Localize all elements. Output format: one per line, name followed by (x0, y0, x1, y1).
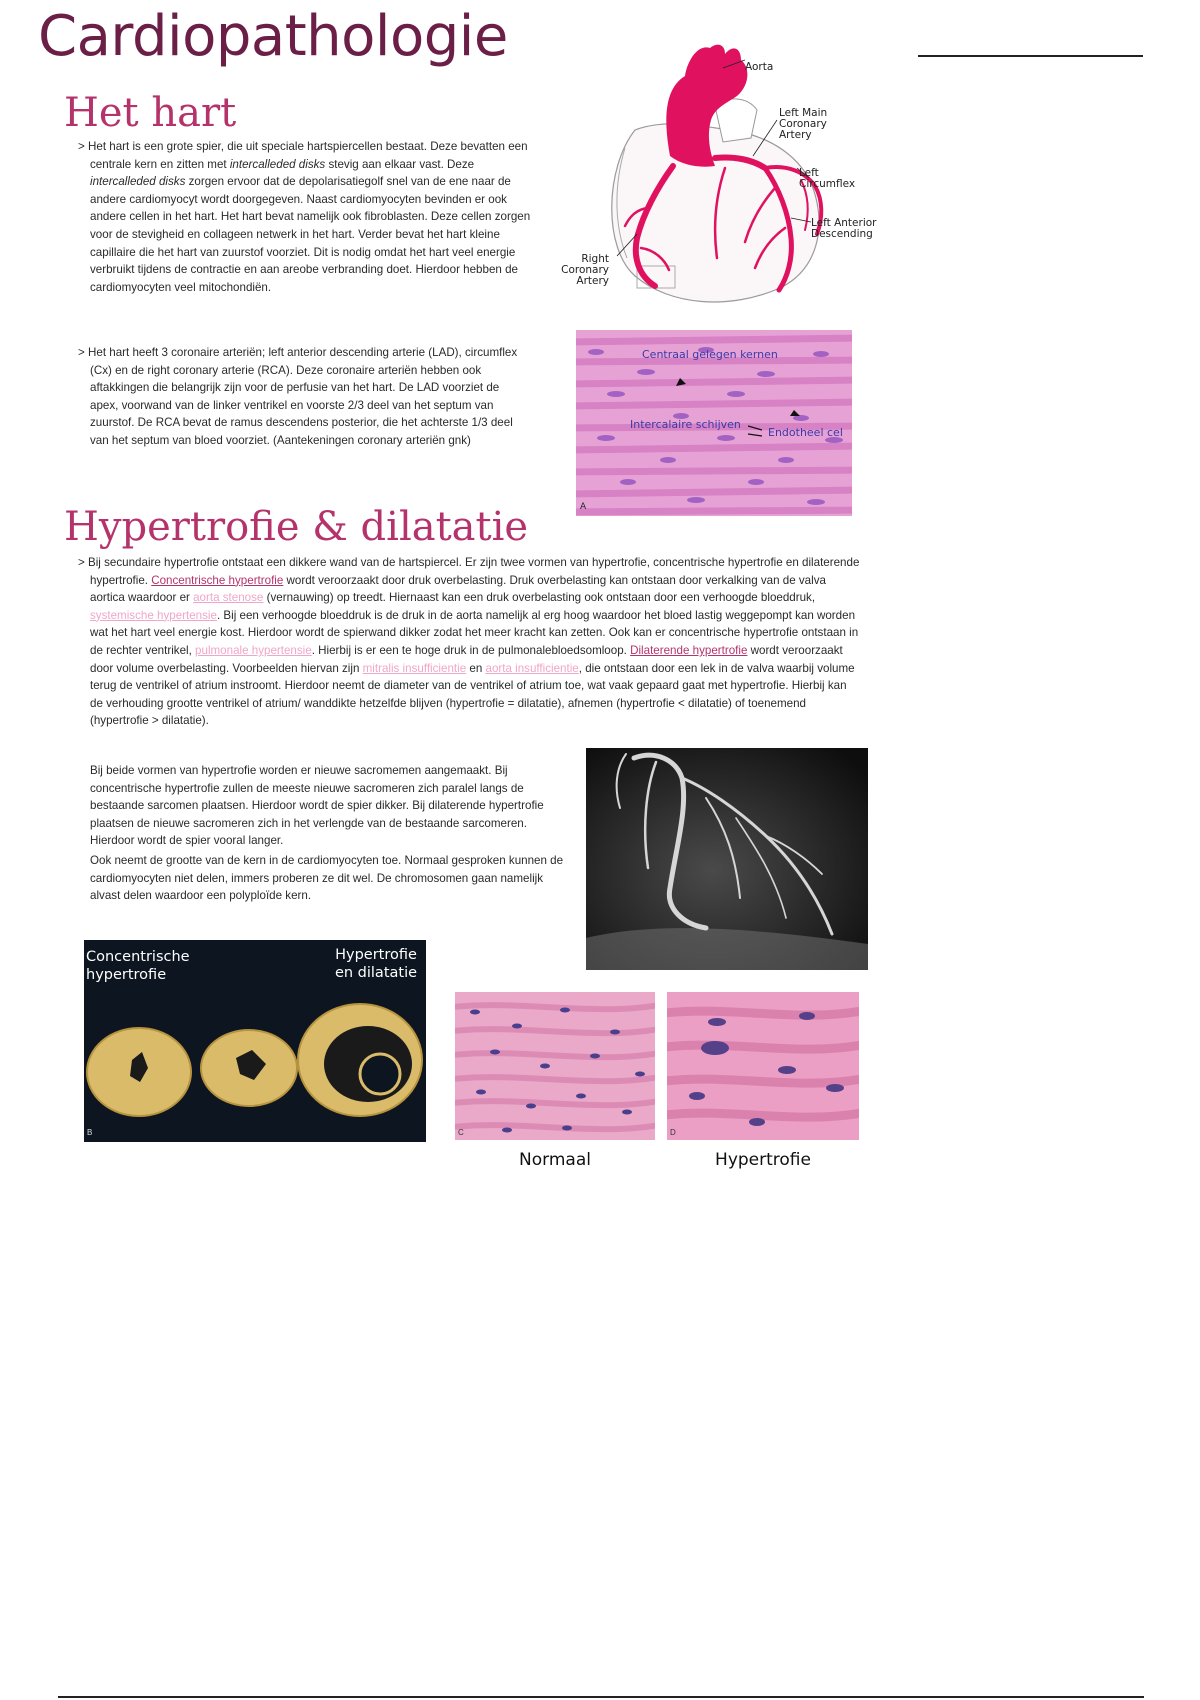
coronary-angiogram-image (586, 748, 868, 970)
cross-section-graphic (84, 940, 426, 1142)
angiogram-graphic (586, 748, 868, 970)
bullet-marker: > (78, 556, 88, 569)
header-rule (918, 55, 1143, 57)
histology-hypertrophy-graphic (667, 992, 859, 1140)
link-concentrische-hypertrofie[interactable]: Concentrische hypertrofie (151, 573, 284, 587)
coronary-heart-diagram (561, 38, 885, 318)
section-heading-hypertrofie: Hypertrofie & dilatatie (64, 504, 529, 550)
link-aorta-stenose[interactable]: aorta stenose (193, 591, 264, 605)
label-right-coronary: Right Coronary Artery (561, 253, 609, 287)
text-run: . Bij een verhoogde bloeddruk is de druk in de aorta namelijk al erg hoog waardoor het bloed lastig weggepompt kan worden wat het hart veel energie kost. Hierdoor wordt de spierwand dikker zodat het meer kracht kan zetten. Ook kan er concentrische hypertrofie ontstaan in de rechter ventrikel, (90, 608, 859, 657)
text-run: Het hart is een grote spier, die uit speciale hartspiercellen bestaat. Deze bevatten een centrale kern en zitten met (88, 140, 528, 171)
text-run: wordt veroorzaakt door volume overbelasting. Voorbeelden hiervan zijn (90, 643, 843, 675)
panel-letter-c: C (458, 1128, 464, 1137)
heart-cross-sections-image (84, 940, 426, 1142)
text-run: Bij secundaire hypertrofie ontstaat een dikkere wand van de hartspiercel. Er zijn twee vormen van hypertrofie, concentrische hypertrofie en dilaterende hypertrofie. (88, 556, 860, 587)
caption-normaal: Normaal (519, 1150, 591, 1170)
label-endothelial-cell: Endotheel cel (768, 426, 843, 439)
italic-term: intercalleded disks (90, 175, 186, 189)
caption-hypertrofie: Hypertrofie (715, 1150, 811, 1170)
label-intercalated-discs: Intercalaire schijven (630, 418, 741, 431)
histology-normal-graphic (455, 992, 655, 1140)
text-run: . Hierbij is er een te hoge druk in de pulmonalebloedsomloop. (311, 643, 631, 657)
link-systemische-hypertensie[interactable]: systemische hypertensie (90, 608, 217, 622)
text-run: (vernauwing) op treedt. Hiernaast kan een druk overbelasting ook ontstaan door een verhoogde bloeddruk, (263, 591, 816, 605)
page-title: Cardiopathologie (38, 4, 508, 69)
section-heading-het-hart: Het hart (64, 90, 237, 136)
paragraph-coronaire-arterien (78, 344, 530, 450)
panel-letter-b: B (87, 1128, 93, 1137)
text-run: , die ontstaan door een lek in de valva waarbij volume terug de ventrikel of atrium instroomt. Hierdoor neemt de diameter van de ventrikel of atrium toe, wat vaak gepaard gaat met hypertrofie. Hierbij kan de verhouding grootte ventrikel of atrium/ wanddikte hetzelfde blijven (hypertrofie = dilatatie), afnemen (hypertrofie < dilatatie) of toenemend (hypertrofie > dilatatie). (90, 661, 855, 728)
label-concentrische-hypertrofie: Concentrische hypertrofie (86, 949, 190, 983)
paragraph-hart-intro (78, 138, 542, 296)
paragraph-kern-grootte: Ook neemt de grootte van de kern in de cardiomyocyten toe. Normaal gesproken kunnen de cardiomyocyten niet delen, immers proberen ze dit wel. De chromosomen gaan namelijk alvast delen waardoor een polyploïde kern. (90, 854, 564, 903)
bullet-marker: > (78, 140, 88, 153)
text-run: zorgen ervoor dat de depolarisatiegolf snel van de ene naar de andere cardiomyocyt wordt doorgegeven. Naast cardiomyocyten bevinden er ook andere cellen in het hart. Het hart bevat namelijk ook fibroblasten. Deze cellen zorgen voor de stevigheid en collageen netwerk in het hart. Verder bevat het hart kleine capillaire die het hart van zuurstof voorziet. Dit is nodig omdat het hart veel energie verbruikt tijdens de contractie en aan areobe verbranding doet. Hierdoor hebben de cardiomyocyten veel mitochondiën. (90, 175, 531, 294)
bullet-marker: > (78, 346, 88, 359)
label-aorta: Aorta (745, 61, 774, 73)
micrograph-cardiomyocytes (576, 330, 852, 516)
link-pulmonale-hypertensie[interactable]: pulmonale hypertensie (195, 643, 312, 657)
label-left-main-coronary: Left Main Coronary Artery (779, 107, 828, 141)
link-mitralis-insufficientie[interactable]: mitralis insufficientie (362, 661, 467, 675)
label-central-nuclei: Centraal gelegen kernen (642, 348, 778, 361)
italic-term: intercalleded disks (229, 157, 326, 171)
panel-letter-a: A (580, 502, 587, 512)
label-hypertrofie-dilatatie: Hypertrofie en dilatatie (334, 947, 418, 981)
link-aorta-insufficientie[interactable]: aorta insufficientie (485, 661, 579, 675)
link-dilaterende-hypertrofie[interactable]: Dilaterende hypertrofie (630, 643, 748, 657)
footer-rule (58, 1696, 1144, 1698)
histology-normal-image (455, 992, 655, 1140)
text-run: Het hart heeft 3 coronaire arteriën; left anterior descending arterie (LAD), circumflex (Cx) en de right coronary arterie (RCA). Deze coronaire arteriën hebben ook aftakkingen die belangrijk zijn voor de perfusie van het hart. De LAD voorziet de apex, voorwand van de linker ventrikel en voorste 2/3 deel van het septum van zuurstof. De RCA bevat de ramus descendens posterior, die het achterste 1/3 deel van het septum van bloed voorziet. (Aantekeningen coronary arteriën gnk) (88, 346, 518, 447)
text-run: stevig aan elkaar vast. Deze (325, 157, 475, 171)
panel-letter-d: D (670, 1128, 676, 1137)
text-run: wordt veroorzaakt door druk overbelasting. Druk overbelasting kan ontstaan door verkalking van de valva aortica waardoor er (90, 573, 826, 605)
paragraph-sarcomeren: Bij beide vormen van hypertrofie worden er nieuwe sacromemen aangemaakt. Bij concentrische hypertrofie zullen de meeste nieuwe sacromeren zich paralel langs de bestaande sarcomen plaatsen. Hierdoor wordt de spier dikker. Bij dilaterende hypertrofie plaatsen de nieuwe sacromeren zich in het verlengde van de bestaande sarcomeren. Hierdoor wordt de spier vooral langer. (90, 764, 544, 848)
histology-hypertrophy-image (667, 992, 859, 1140)
text-run: en (466, 661, 486, 675)
paragraph-hypertrofie-vormen (78, 554, 862, 730)
label-left-circumflex: Left Circumflex (799, 167, 856, 190)
label-left-anterior-descending: Left Anterior Descending (811, 217, 877, 240)
